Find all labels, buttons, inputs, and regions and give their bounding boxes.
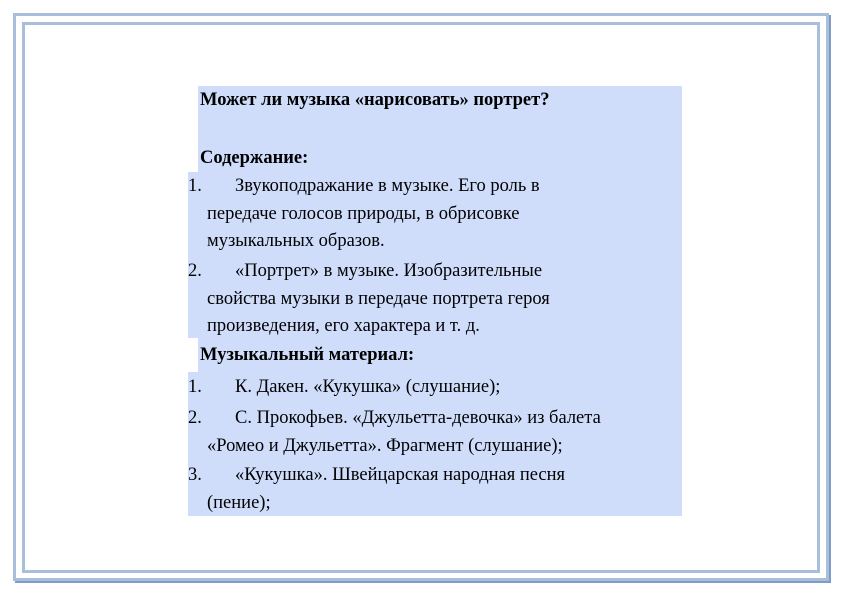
list-item-continuation: [188, 285, 682, 312]
slide-heading: Может ли музыка «нарисовать» портрет?: [200, 90, 550, 110]
blank-line: [188, 114, 682, 144]
list-item-text: свойства музыки в передаче портрета героя: [207, 289, 550, 309]
list-number: 1.: [188, 377, 202, 397]
list-item: [188, 172, 682, 200]
list-item-text: «Портрет» в музыке. Изобразительные: [235, 261, 543, 281]
list-item-text: (пение);: [207, 493, 271, 513]
list-item-continuation: [188, 489, 682, 516]
heading-line: [188, 86, 682, 114]
material-title: Музыкальный материал:: [200, 345, 415, 365]
list-item-continuation: [188, 200, 682, 227]
list-item: [188, 257, 682, 285]
list-item-text: К. Дакен. «Кукушка» (слушание);: [235, 377, 501, 397]
list-item-text: «Ромео и Джульетта». Фрагмент (слушание);: [207, 436, 563, 456]
content-title: Содержание:: [200, 148, 309, 168]
list-number: 3.: [188, 465, 202, 485]
list-item-text: музыкальных образов.: [207, 231, 385, 251]
list-item: [188, 403, 682, 432]
list-item: [188, 372, 682, 403]
material-title-line: [188, 338, 682, 372]
list-item-text: Звукоподражание в музыке. Его роль в: [235, 176, 540, 196]
list-item-text: С. Прокофьев. «Джульетта-девочка» из балета: [235, 408, 601, 428]
list-item-continuation: [188, 312, 682, 338]
list-number: 2.: [188, 408, 202, 428]
list-number: 1.: [188, 176, 202, 196]
list-item-text: «Кукушка». Швейцарская народная песня: [235, 465, 566, 485]
content-title-line: [188, 144, 682, 172]
list-item-text: передаче голосов природы, в обрисовке: [207, 204, 520, 224]
list-item-continuation: [188, 227, 682, 257]
list-number: 2.: [188, 261, 202, 281]
list-item-text: произведения, его характера и т. д.: [207, 316, 480, 336]
slide-text-block: [188, 86, 682, 516]
list-item-continuation: [188, 432, 682, 460]
list-item: [188, 460, 682, 489]
